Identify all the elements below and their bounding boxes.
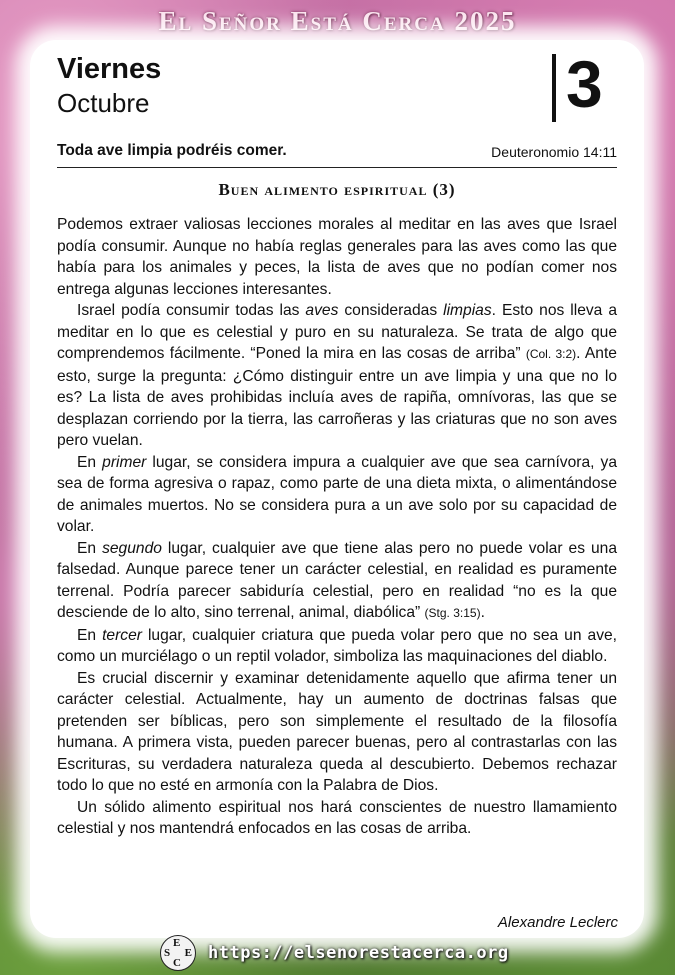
bible-reference: (Col. 3:2) (525, 347, 577, 361)
divider-line (57, 167, 617, 168)
paragraph-7: Un sólido alimento espiritual nos hará conscientes de nuestro llamamiento celestial y nos mantendrá enfocados en las cosas de arriba. (57, 798, 617, 837)
website-link[interactable]: https://elsenorestacerca.org (208, 943, 509, 963)
logo-icon: E S E C (160, 935, 196, 971)
day-name: Viernes (57, 53, 162, 85)
paragraph-5: En tercer lugar, cualquier criatura que pueda volar pero que no sea un ave, como un murciélago o un reptil volador, simboliza las maquinaciones del diablo. (57, 626, 617, 665)
day-number: 3 (566, 47, 603, 121)
paragraph-3: En primer lugar, se considera impura a cualquier ave que sea carnívora, ya sea de forma agresiva o rapaz, como parte de una dieta mixta, o alimentándose de animales muertos. No se considera pura a un ave solo por su capacidad de volar. (57, 453, 618, 535)
key-verse: Toda ave limpia podréis comer. (57, 142, 287, 159)
author-name: Alexandre Leclerc (497, 914, 618, 931)
paragraph-4: En segundo lugar, cualquier ave que tiene alas pero no puede volar es una falsedad. Aunque parece tener un carácter celestial, en realidad es puramente terrenal. Podría parecer sabiduría celestial, pero en realidad “no es la que desciende de lo alto, sino terrenal, animal, diabólica” (Stg. 3:15). (57, 539, 618, 621)
publication-title: El Señor Está Cerca 2025 (158, 6, 517, 36)
paragraph-1: Podemos extraer valiosas lecciones morales al meditar en las aves que Israel podía consumir. Aunque no había reglas generales para las aves como las que había para los animales y peces, la lista de aves que no podían comer nos entrega algunas lecciones interesantes. (57, 216, 617, 298)
footer (160, 936, 509, 970)
paragraph-2: Israel podía consumir todas las aves consideradas limpias. Esto nos lleva a meditar en lo que es celestial y puro en su naturaleza. Se trata de algo que comprendemos fácilmente. “Poned la mira en las cosas de arriba” (Col. 3:2). Ante esto, surge la pregunta: ¿Cómo distinguir entre un ave limpia y una que no lo es? La lista de aves prohibidas incluía aves de rapiña, omnívoras, las que se desplazan corriendo por la tierra, las carroñeras y las criaturas que no son aves pero vuelan. (57, 302, 617, 449)
verse-reference: Deuteronomio 14:11 (491, 144, 617, 160)
month-name: Octubre (57, 88, 150, 118)
bible-reference: (Stg. 3:15) (424, 606, 481, 620)
article-body (57, 214, 617, 840)
article-title: Buen alimento espiritual (3) (218, 180, 456, 199)
date-divider (552, 54, 556, 122)
paragraph-6: Es crucial discernir y examinar detenidamente aquello que afirma tener un carácter celestial. Actualmente, hay un aumento de doctrinas falsas que pretenden ser bíblicas, pero son simplemente el resultado de la filosofía humana. A primera vista, pueden parecer buenas, pero al contrastarlas con las Escrituras, su verdadera naturaleza queda al descubierto. Debemos rechazar todo lo que no esté en armonía con la Palabra de Dios. (57, 669, 617, 794)
